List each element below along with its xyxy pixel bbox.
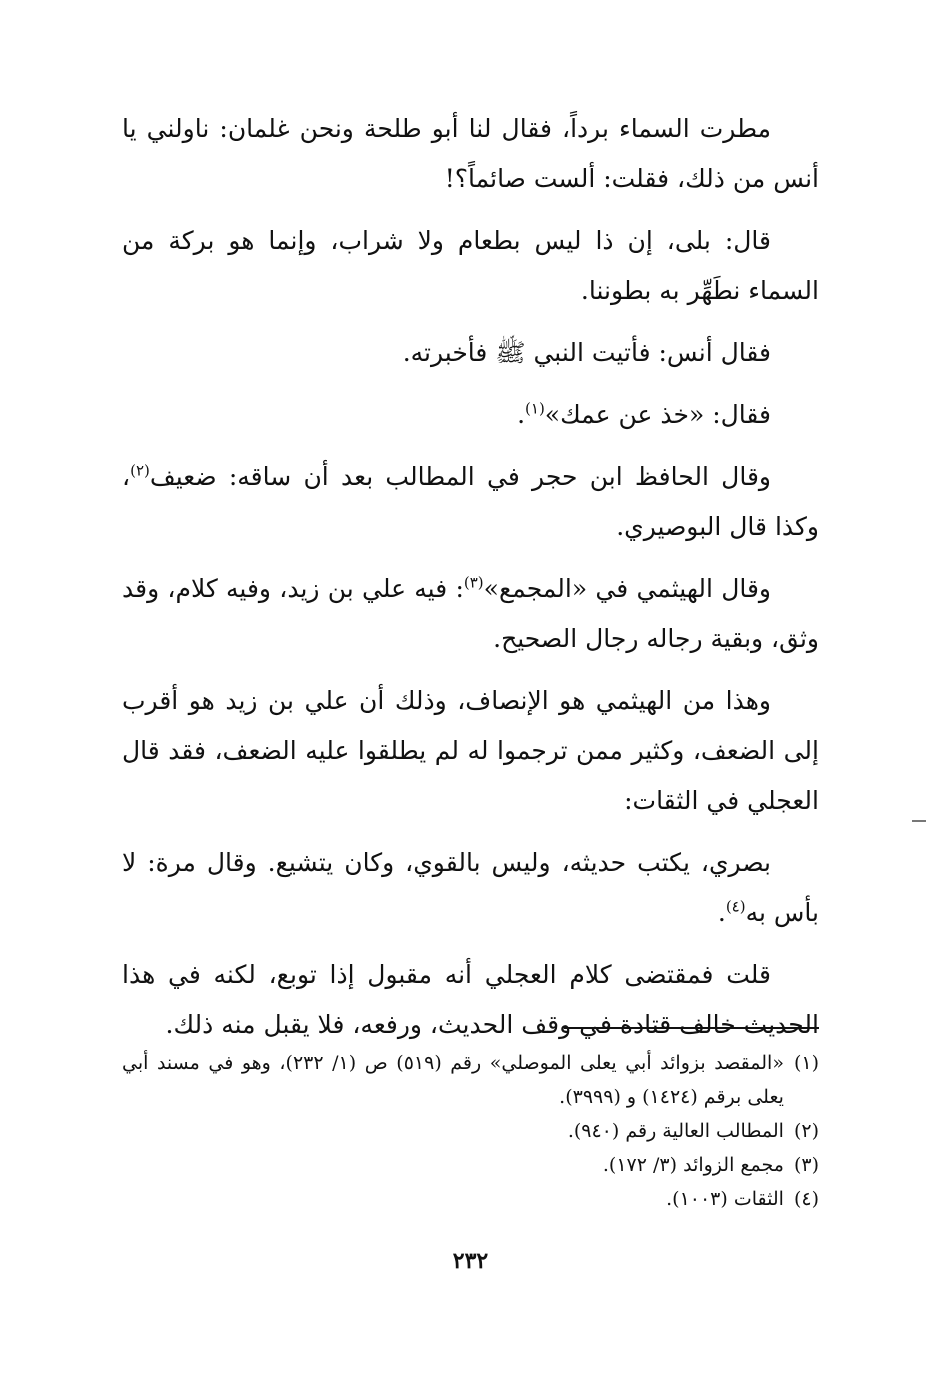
paragraph-9: قلت فمقتضى كلام العجلي أنه مقبول إذا توبع، لكنه في هذا الحديث خالف قتادة في وقف الحديث، ورفعه، فلا يقبل منه ذلك. (122, 960, 819, 1039)
paragraph-2: قال: بلى، إن ذا ليس بطعام ولا شراب، وإنما هو بركة من السماء نطَهِّر به بطوننا. (122, 226, 819, 305)
footnote-4 (122, 1182, 819, 1216)
footnote-text: «المقصد بزوائد أبي يعلى الموصلي» رقم (٥١٩) ص (١/ ٢٣٢)، وهو في مسند أبي يعلى برقم (١٤٢٤) و (٣٩٩٩). (122, 1052, 784, 1108)
main-text (122, 104, 819, 1062)
footnote-ref-4: (٤) (725, 897, 746, 916)
page-number: ٢٣٢ (452, 1248, 489, 1274)
footnote-text: المطالب العالية رقم (٩٤٠). (567, 1120, 784, 1142)
paragraph-6: وقال الهيثمي في «المجمع»$^{(٣)}$: فيه علي بن زيد، وفيه كلام، وقد وثق، وبقية رجاله رجال الصحيح. (122, 573, 819, 653)
footnote-number: (٤) (793, 1188, 819, 1210)
paragraph-3: فقال أنس: فأتيت النبي ﷺ فأخبرته. (402, 338, 771, 367)
paragraph-4: فقال: «خذ عن عمك»$^{(١)}$. (517, 399, 771, 429)
footnote-ref-1: (١) (525, 399, 545, 418)
paragraph-8: بصري، يكتب حديثه، وليس بالقوي، وكان يتشيع. وقال مرة: لا بأس به$^{(٤)}$. (122, 848, 819, 927)
footnote-divider (564, 1027, 819, 1029)
footnote-text: مجمع الزوائد (٣/ ١٧٢). (602, 1154, 784, 1176)
paragraph-1: مطرت السماء برداً، فقال لنا أبو طلحة ونحن غلمان: ناولني يا أنس من ذلك، فقلت: ألست صائماً؟! (122, 114, 819, 193)
paragraph-7: وهذا من الهيثمي هو الإنصاف، وذلك أن علي بن زيد هو أقرب إلى الضعف، وكثير ممن ترجموا له لم يطلقوا عليه الضعف، فقد قال العجلي في الثقات: (122, 686, 819, 815)
footnotes (122, 1046, 819, 1216)
footnote-1 (122, 1046, 819, 1114)
footnote-number: (٢) (793, 1120, 819, 1142)
footnote-number: (١) (793, 1052, 819, 1074)
footnote-3 (122, 1148, 819, 1182)
footnote-number: (٣) (793, 1154, 819, 1176)
footnote-text: الثقات (١٠٠٣). (666, 1188, 784, 1210)
scan-speck (912, 820, 926, 822)
paragraph-5: وقال الحافظ ابن حجر في المطالب بعد أن ساقه: ضعيف$^{(٢)}$، وكذا قال البوصيري. (122, 461, 819, 541)
footnote-ref-3: (٣) (463, 573, 484, 592)
footnote-ref-2: (٢) (130, 461, 150, 480)
footnote-2 (122, 1114, 819, 1148)
